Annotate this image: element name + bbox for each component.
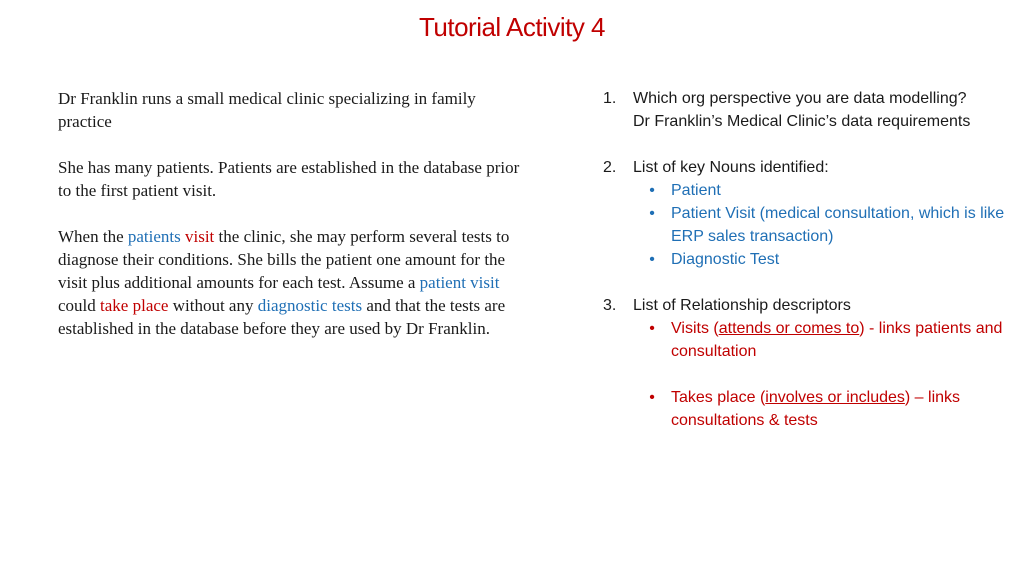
text-segment: Takes place ( — [671, 389, 766, 406]
text-segment: When the — [58, 227, 128, 246]
bullet-icon: • — [649, 182, 655, 199]
underlined-phrase: attends or comes to — [718, 320, 860, 337]
scenario-paragraph-2: She has many patients. Patients are established in the database prior to the first patient visit. — [58, 158, 520, 200]
relationship-visits — [671, 317, 1023, 363]
question-3-text: List of Relationship descriptors — [633, 297, 851, 314]
question-1-answer: Dr Franklin’s Medical Clinic’s data requirements — [633, 113, 971, 130]
text-segment: could — [58, 296, 101, 315]
question-number: 2. — [603, 159, 617, 176]
question-number: 1. — [603, 90, 617, 107]
keyword-visit: visit — [185, 227, 215, 246]
bullet-icon: • — [649, 320, 655, 337]
text-segment: ) - links patients and consultation — [671, 320, 1003, 360]
scenario-paragraph-3 — [58, 225, 528, 340]
text-segment: without any — [168, 296, 258, 315]
text-segment: and that the tests are established in the database before they are used by Dr Franklin. — [58, 296, 506, 338]
text-segment: ) – links consultations & tests — [671, 389, 961, 429]
slide-title: Tutorial Activity 4 — [418, 12, 606, 42]
list-item — [633, 386, 1023, 432]
list-item — [633, 179, 1023, 202]
bullet-icon: • — [649, 251, 655, 268]
question-1-text: Which org perspective you are data modelling? — [633, 90, 967, 107]
noun-patient-visit: Patient Visit (medical consultation, which is like ERP sales transaction) — [671, 205, 1005, 245]
question-number: 3. — [603, 297, 617, 314]
spacer — [633, 363, 1023, 386]
list-item — [633, 317, 1023, 363]
question-1 — [603, 87, 1023, 133]
keyword-take-place: take place — [100, 296, 169, 315]
questions-list — [603, 87, 1023, 455]
keyword-patient-visit: patient visit — [419, 273, 500, 292]
keyword-patients: patients — [127, 227, 181, 246]
text-segment: the clinic, she may perform several tests to diagnose their conditions. She bills the patient one amount for the visit plus additional amounts for each test. Assume a — [58, 227, 510, 292]
question-2 — [603, 156, 1023, 271]
question-2-text: List of key Nouns identified: — [633, 159, 829, 176]
scenario-text — [58, 87, 528, 363]
underlined-phrase: involves or includes — [765, 389, 905, 406]
list-item — [633, 248, 1023, 271]
relationships-list — [633, 317, 1023, 432]
keyword-diagnostic-tests: diagnostic tests — [257, 296, 363, 315]
bullet-icon: • — [649, 389, 655, 406]
text-segment: Visits ( — [671, 320, 719, 337]
nouns-list — [633, 179, 1023, 271]
question-3 — [603, 294, 1023, 432]
bullet-icon: • — [649, 205, 655, 222]
scenario-paragraph-1: Dr Franklin runs a small medical clinic specializing in family practice — [58, 89, 476, 131]
list-item — [633, 202, 1023, 248]
noun-diagnostic-test: Diagnostic Test — [671, 251, 780, 268]
noun-patient: Patient — [671, 182, 721, 199]
relationship-takes-place — [671, 386, 1023, 432]
